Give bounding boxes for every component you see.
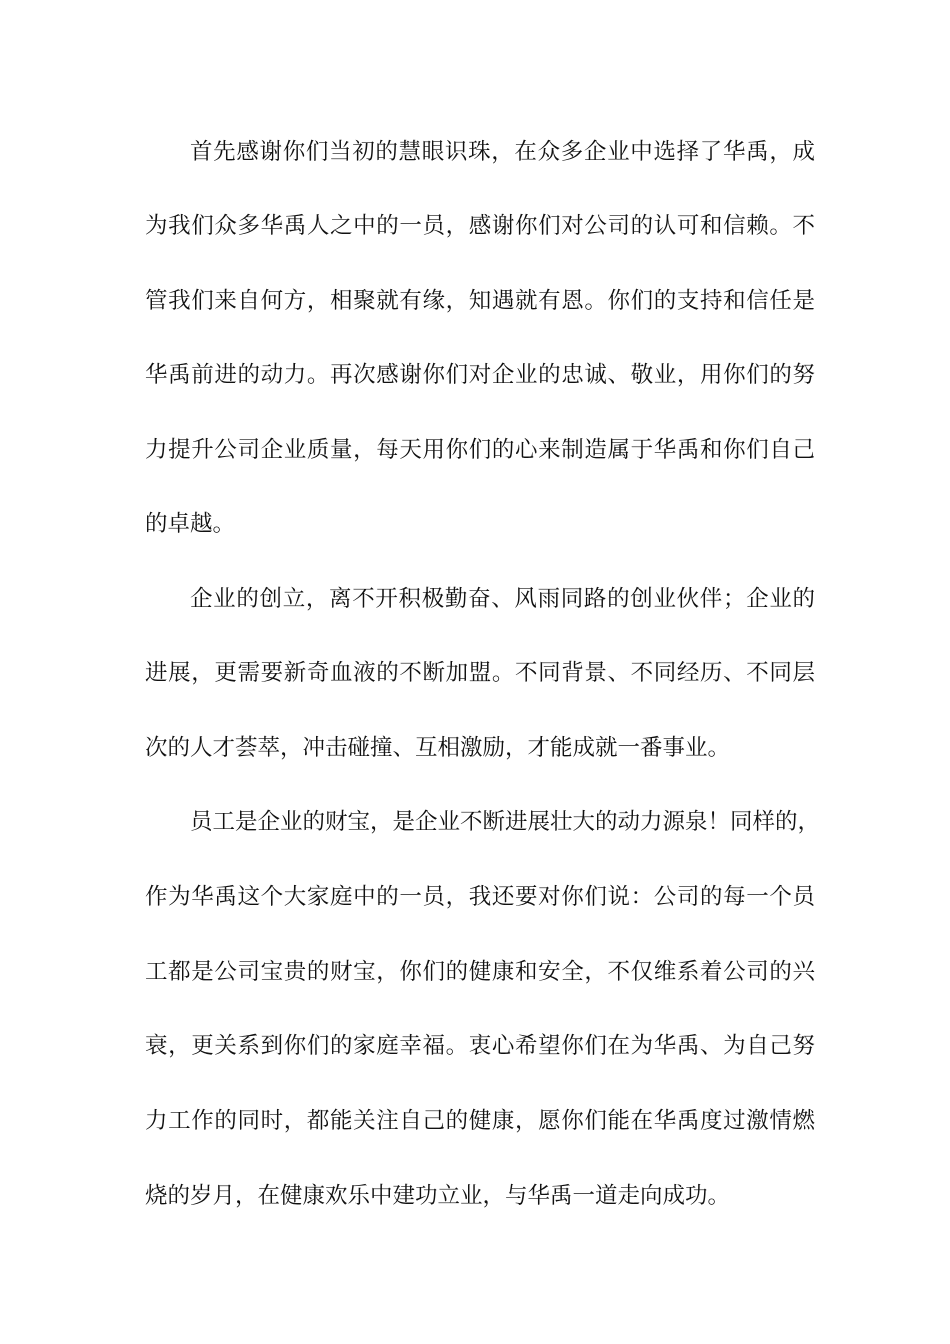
p3-line-5: 力工作的同时，都能关注自己的健康，愿你们能在华禹度过激情燃 (145, 1108, 815, 1134)
p1-line-2: 为我们众多华禹人之中的一员，感谢你们对公司的认可和信赖。不 (145, 213, 815, 239)
p1-line-3: 管我们来自何方，相聚就有缘，知遇就有恩。你们的支持和信任是 (145, 288, 815, 314)
p3-line-2: 作为华禹这个大家庭中的一员，我还要对你们说：公司的每一个员 (145, 884, 815, 910)
p3-line-3: 工都是公司宝贵的财宝，你们的健康和安全，不仅维系着公司的兴 (145, 959, 815, 985)
p1-line-6: 的卓越。 (145, 511, 236, 537)
p2-line-2: 进展，更需要新奇血液的不断加盟。不同背景、不同经历、不同层 (145, 660, 815, 686)
p2-line-1: 企业的创立，离不开积极勤奋、风雨同路的创业伙伴；企业的 (190, 586, 815, 612)
p1-line-1: 首先感谢你们当初的慧眼识珠，在众多企业中选择了华禹，成 (190, 139, 815, 165)
p3-line-4: 衰，更关系到你们的家庭幸福。衷心希望你们在为华禹、为自己努 (145, 1033, 815, 1059)
p3-line-1: 员工是企业的财宝，是企业不断进展壮大的动力源泉！同样的， (190, 809, 821, 835)
p2-line-3: 次的人才荟萃，冲击碰撞、互相激励，才能成就一番事业。 (145, 735, 731, 761)
p3-line-6: 烧的岁月，在健康欢乐中建功立业，与华禹一道走向成功。 (145, 1183, 731, 1209)
p1-line-5: 力提升公司企业质量，每天用你们的心来制造属于华禹和你们自己 (145, 437, 815, 463)
p1-line-4: 华禹前进的动力。再次感谢你们对企业的忠诚、敬业，用你们的努 (145, 362, 815, 388)
